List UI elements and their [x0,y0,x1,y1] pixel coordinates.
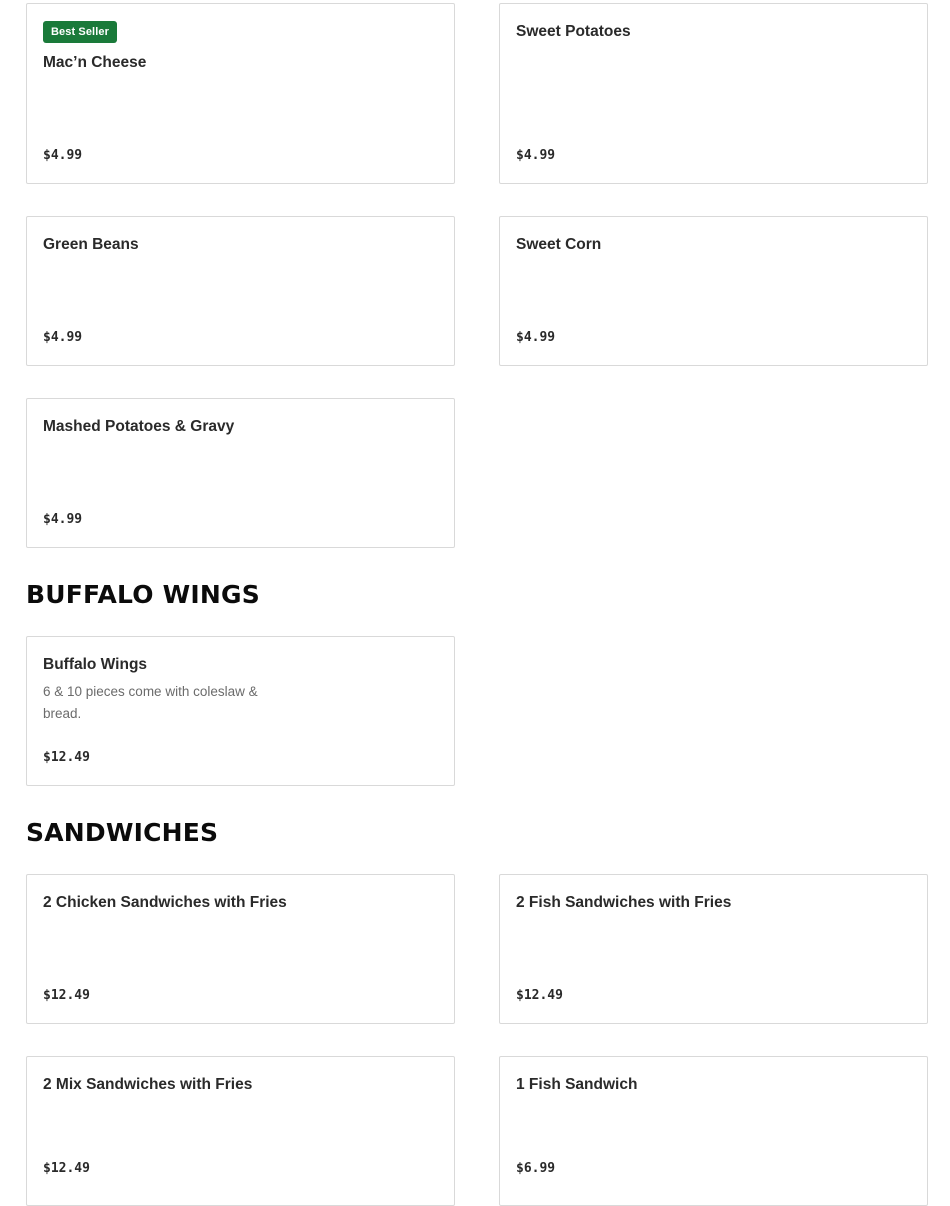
menu-item-card[interactable] [26,398,455,548]
menu-item-price: $12.49 [43,1161,90,1176]
menu-item-price: $4.99 [516,330,556,345]
menu-item-name: Sweet Corn [516,236,602,253]
menu-item-price: $4.99 [43,330,83,345]
menu-item-name: Sweet Potatoes [516,23,631,40]
menu-item-name: Mashed Potatoes & Gravy [43,418,235,435]
menu-item-description: 6 & 10 pieces come with coleslaw & bread. [43,684,258,721]
menu-item-price: $12.49 [43,750,90,765]
menu-item-card[interactable] [499,216,928,366]
menu-item-name: 1 Fish Sandwich [516,1076,638,1093]
menu-item-card[interactable] [499,874,928,1024]
menu-item-card[interactable] [26,636,455,786]
menu-item-card[interactable] [26,874,455,1024]
menu-item-name: 2 Mix Sandwiches with Fries [43,1076,253,1093]
menu-item-price: $12.49 [516,988,563,1003]
menu-item-price: $4.99 [43,512,83,527]
menu-item-card[interactable] [26,216,455,366]
best-seller-badge: Best Seller [43,21,117,43]
section-heading-buffalo-wings: BUFFALO WINGS [26,580,260,609]
menu-item-card[interactable] [499,1056,928,1206]
menu-item-price: $4.99 [516,148,556,163]
menu-item-name: Buffalo Wings [43,656,148,673]
menu-item-price: $4.99 [43,148,83,163]
menu-item-price: $6.99 [516,1161,556,1176]
section-heading-sandwiches: SANDWICHES [26,818,219,847]
menu-item-name: Mac’n Cheese [43,54,147,71]
menu-item-name: 2 Fish Sandwiches with Fries [516,894,732,911]
menu-item-name: 2 Chicken Sandwiches with Fries [43,894,287,911]
menu-item-card[interactable] [499,3,928,184]
menu-item-price: $12.49 [43,988,90,1003]
menu-item-name: Green Beans [43,236,139,253]
menu-item-card[interactable] [26,1056,455,1206]
menu-item-card[interactable] [26,3,455,184]
